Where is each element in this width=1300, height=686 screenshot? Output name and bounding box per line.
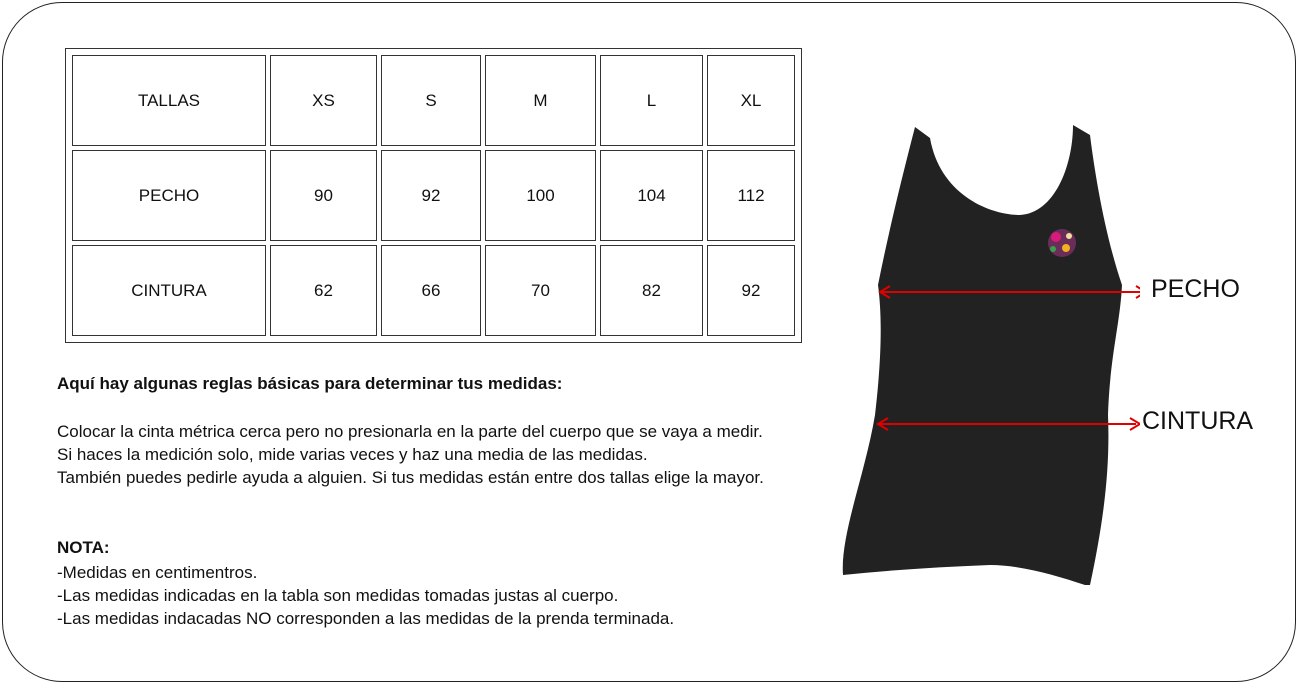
- table-header-cell: XS: [270, 55, 377, 146]
- note-list: [57, 561, 674, 630]
- guide-heading: Aquí hay algunas reglas básicas para determinar tus medidas:: [57, 374, 563, 393]
- table-cell: 90: [270, 150, 377, 241]
- table-header-cell: M: [485, 55, 596, 146]
- tank-top-illustration: [840, 115, 1140, 595]
- table-cell: 112: [707, 150, 795, 241]
- waist-label: CINTURA: [1142, 407, 1254, 435]
- table-header-cell: XL: [707, 55, 795, 146]
- guide-line: Si haces la medición solo, mide varias veces y haz una media de las medidas.: [57, 445, 648, 464]
- note-line: -Medidas en centimentros.: [57, 563, 258, 582]
- guide-line: Colocar la cinta métrica cerca pero no presionarla en la parte del cuerpo que se vaya a medir.: [57, 422, 763, 441]
- table-cell: 92: [707, 245, 795, 336]
- table-header-row: [72, 55, 795, 146]
- tank-top-silhouette: [843, 125, 1122, 585]
- table-header-cell: TALLAS: [72, 55, 266, 146]
- table-cell: 104: [600, 150, 703, 241]
- table-row-label: CINTURA: [72, 245, 266, 336]
- table-header-cell: S: [381, 55, 481, 146]
- table-cell: 100: [485, 150, 596, 241]
- table-row: [72, 245, 795, 336]
- note-line: -Las medidas indacadas NO corresponden a las medidas de la prenda terminada.: [57, 609, 675, 628]
- table-header-cell: L: [600, 55, 703, 146]
- logo-icon: [1048, 229, 1076, 257]
- table-cell: 70: [485, 245, 596, 336]
- guide-line: También puedes pedirle ayuda a alguien. Si tus medidas están entre dos tallas elige la mayor.: [57, 468, 764, 487]
- table-cell: 92: [381, 150, 481, 241]
- note-title: NOTA:: [57, 538, 110, 557]
- size-table: [65, 48, 802, 343]
- table-row: [72, 150, 795, 241]
- chest-label: PECHO: [1151, 275, 1240, 303]
- note-line: -Las medidas indicadas en la tabla son medidas tomadas justas al cuerpo.: [57, 586, 619, 605]
- table-row-label: PECHO: [72, 150, 266, 241]
- table-cell: 62: [270, 245, 377, 336]
- table-cell: 82: [600, 245, 703, 336]
- table-cell: 66: [381, 245, 481, 336]
- guide-rules: [57, 420, 764, 489]
